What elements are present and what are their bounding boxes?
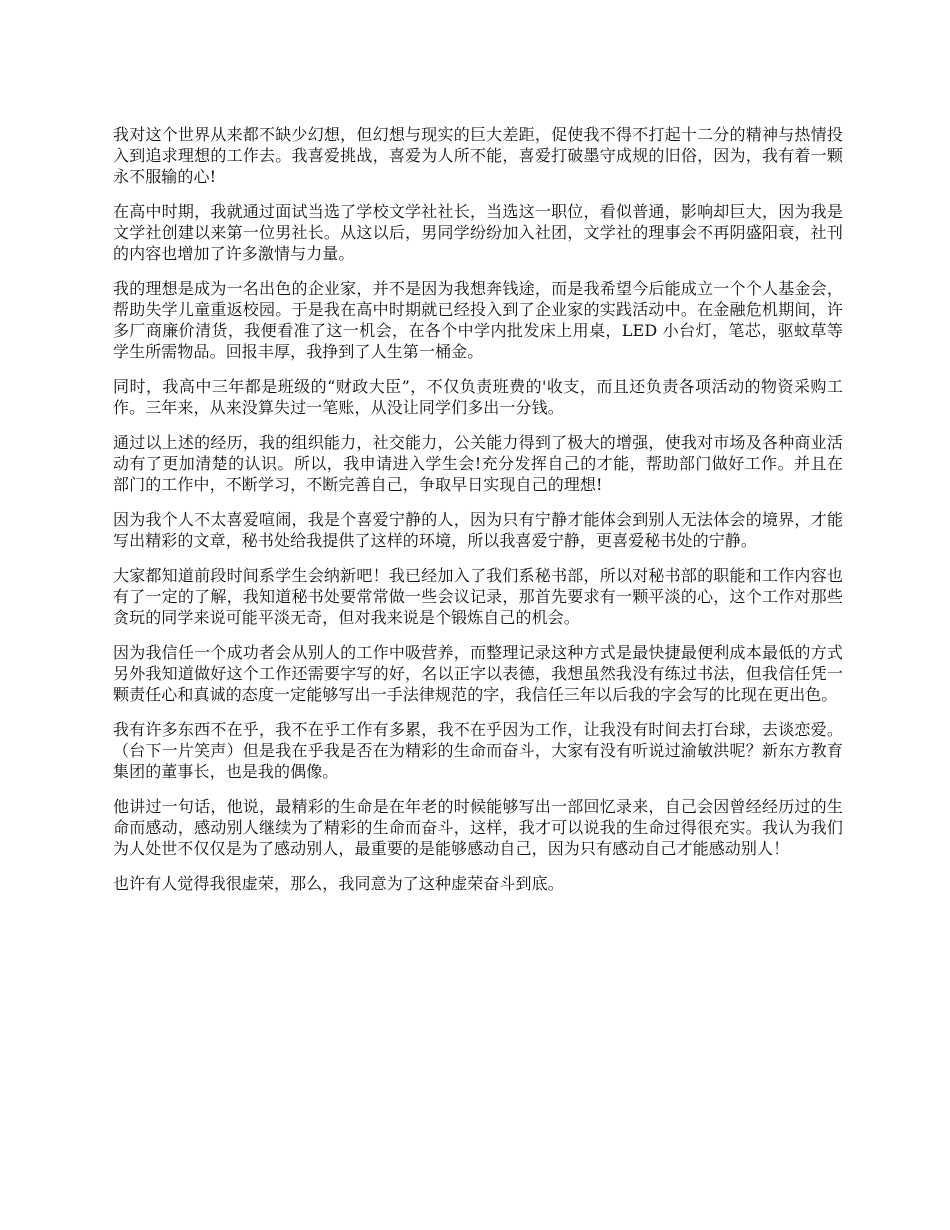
- paragraph: 同时，我高中三年都是班级的“财政大臣”，不仅负责班费的'收支，而且还负责各项活动的物资采购工作。三年来，从来没算失过一笔账，从没让同学们多出一分钱。: [113, 377, 843, 417]
- paragraph: 我有许多东西不在乎，我不在乎工作有多累，我不在乎因为工作，让我没有时间去打台球，去谈恋爱。（台下一片笑声）但是我在乎我是否在为精彩的生命而奋斗，大家有没有听说过渝敏洪呢？新东方教育集团的董事长，也是我的偶像。: [113, 720, 843, 781]
- paragraph: 大家都知道前段时间系学生会纳新吧！我已经加入了我们系秘书部，所以对秘书部的职能和工作内容也有了一定的了解，我知道秘书处要常常做一些会议记录，那首先要求有一颗平淡的心，这个工作对那些贪玩的同学来说可能平淡无奇，但对我来说是个锻炼自己的机会。: [113, 566, 843, 627]
- paragraph: 在高中时期，我就通过面试当选了学校文学社社长，当选这一职位，看似普通，影响却巨大，因为我是文学社创建以来第一位男社长。从这以后，男同学纷纷加入社团，文学社的理事会不再阴盛阳衰，社刊的内容也增加了许多激情与力量。: [113, 202, 843, 263]
- document-page: [113, 124, 843, 908]
- paragraph: 我的理想是成为一名出色的企业家，并不是因为我想奔钱途，而是我希望今后能成立一个个人基金会，帮助失学儿童重返校园。于是我在高中时期就已经投入到了企业家的实践活动中。在金融危机期间，许多厂商廉价清货，我便看准了这一机会，在各个中学内批发床上用桌，LED 小台灯，笔芯，驱蚊草等学生所需物品。回报丰厚，我挣到了人生第一桶金。: [113, 279, 843, 361]
- paragraph: 因为我个人不太喜爱喧闹，我是个喜爱宁静的人，因为只有宁静才能体会到别人无法体会的境界，才能写出精彩的文章，秘书处给我提供了这样的环境，所以我喜爱宁静，更喜爱秘书处的宁静。: [113, 510, 843, 550]
- paragraph: 也许有人觉得我很虚荣，那么，我同意为了这种虚荣奋斗到底。: [113, 874, 564, 893]
- paragraph: 我对这个世界从来都不缺少幻想，但幻想与现实的巨大差距，促使我不得不打起十二分的精神与热情投入到追求理想的工作去。我喜爱挑战，喜爱为人所不能，喜爱打破墨守成规的旧俗，因为，我有着一颗永不服输的心!: [113, 125, 843, 186]
- paragraph: 他讲过一句话，他说，最精彩的生命是在年老的时候能够写出一部回忆录来，自己会因曾经经历过的生命而感动，感动别人继续为了精彩的生命而奋斗，这样，我才可以说我的生命过得很充实。我认为我们为人处世不仅仅是为了感动别人，最重要的是能够感动自己，因为只有感动自己才能感动别人！: [113, 797, 843, 858]
- paragraph: 通过以上述的经历，我的组织能力，社交能力，公关能力得到了极大的增强，使我对市场及各种商业活动有了更加清楚的认识。所以，我申请进入学生会!充分发挥自己的才能，帮助部门做好工作。并且在部门的工作中，不断学习，不断完善自己，争取早日实现自己的理想!: [113, 433, 843, 494]
- paragraph: 因为我信任一个成功者会从别人的工作中吸营养，而整理记录这种方式是最快捷最便利成本最低的方式另外我知道做好这个工作还需要字写的好，名以正字以表德，我想虽然我没有练过书法，但我信任凭一颗责任心和真诚的态度一定能够写出一手法律规范的字，我信任三年以后我的字会写的比现在更出色。: [113, 643, 843, 704]
